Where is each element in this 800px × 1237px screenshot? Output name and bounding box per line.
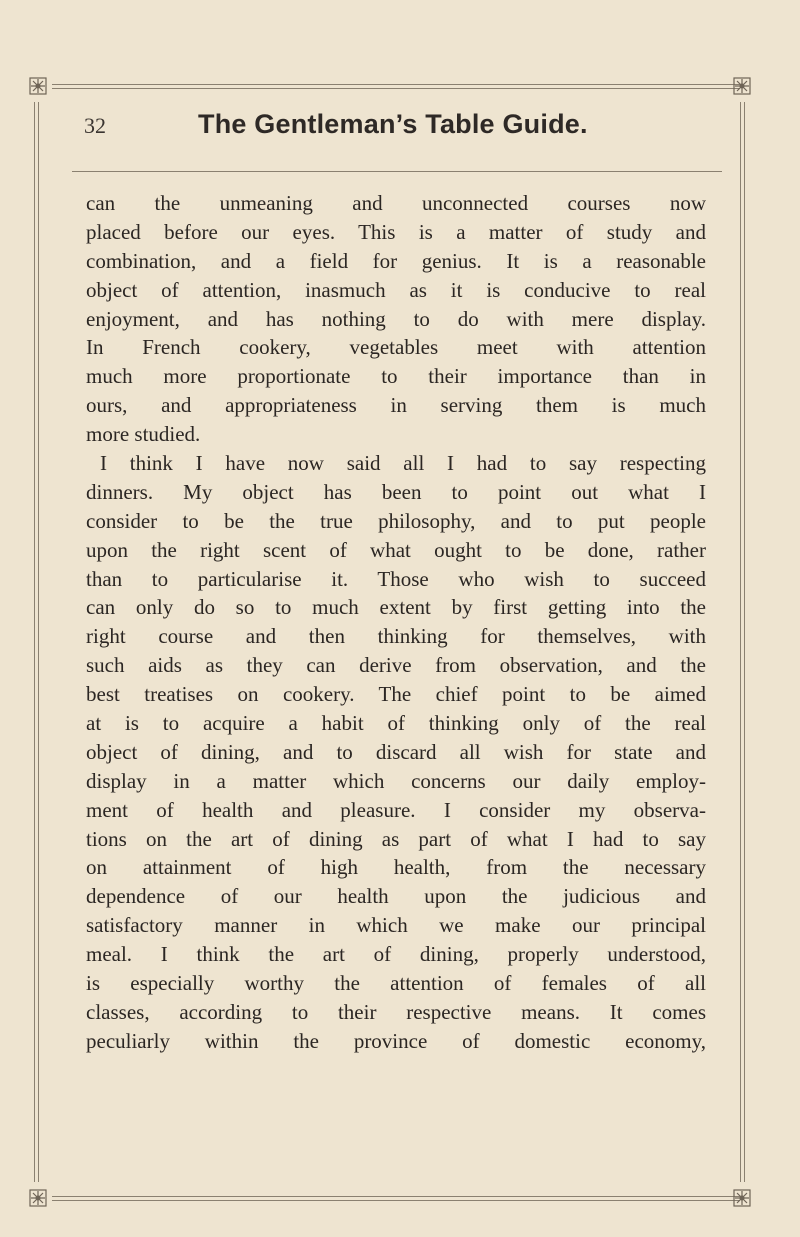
text-line: much more proportionate to their importance than in [86,364,706,389]
text-line: right course and then thinking for themselves, with [86,624,706,649]
text-line: display in a matter which concerns our daily employ- [86,768,706,793]
text-line: dependence of our health upon the judicious and [86,884,706,909]
text-line: object of dining, and to discard all wish for state and [86,739,706,764]
text-line: than to particularise it. Those who wish to succeed [86,566,706,591]
right-border-rule [740,102,745,1182]
floral-corner-ornament-icon [28,76,48,96]
text-line: dinners. My object has been to point out what I [86,479,706,504]
text-line: peculiarly within the province of domestic economy, [86,1028,706,1053]
text-line: tions on the art of dining as part of what I had to say [86,826,706,851]
text-line: at is to acquire a habit of thinking only of the real [86,711,706,736]
header-underline [72,171,722,172]
page-number: 32 [84,113,106,138]
text-line: combination, and a field for genius. It is a reasonable [86,248,706,273]
floral-corner-ornament-icon [732,76,752,96]
text-line: is especially worthy the attention of females of all [86,971,706,996]
bottom-border-rule [52,1196,740,1201]
text-line: on attainment of high health, from the necessary [86,855,706,880]
text-line: meal. I think the art of dining, properly understood, [86,942,706,967]
running-title: The Gentleman’s Table Guide. [198,109,588,139]
text-line: classes, according to their respective means. It comes [86,999,706,1024]
text-line: can the unmeaning and unconnected courses now [86,191,706,215]
body-text [86,189,706,1056]
running-header [80,109,720,149]
text-line: object of attention, inasmuch as it is conducive to real [86,277,706,302]
text-line: I think I have now said all I had to say respecting [100,451,706,476]
text-line: enjoyment, and has nothing to do with mere display. [86,306,706,331]
text-line: consider to be the true philosophy, and to put people [86,508,706,533]
left-border-rule [34,102,39,1182]
text-line: upon the right scent of what ought to be done, rather [86,537,706,562]
text-line: can only do so to much extent by first getting into the [86,595,706,620]
text-line: In French cookery, vegetables meet with attention [86,335,706,360]
floral-corner-ornament-icon [732,1188,752,1208]
text-line: ment of health and pleasure. I consider my observa- [86,797,706,822]
text-line: more studied. [86,422,201,447]
top-border-rule [52,84,740,89]
text-line: satisfactory manner in which we make our principal [86,913,706,938]
text-line: best treatises on cookery. The chief point to be aimed [86,682,706,707]
text-line: ours, and appropriateness in serving them is much [86,393,706,418]
floral-corner-ornament-icon [28,1188,48,1208]
text-line: placed before our eyes. This is a matter of study and [86,219,706,244]
text-line: such aids as they can derive from observation, and the [86,653,706,678]
